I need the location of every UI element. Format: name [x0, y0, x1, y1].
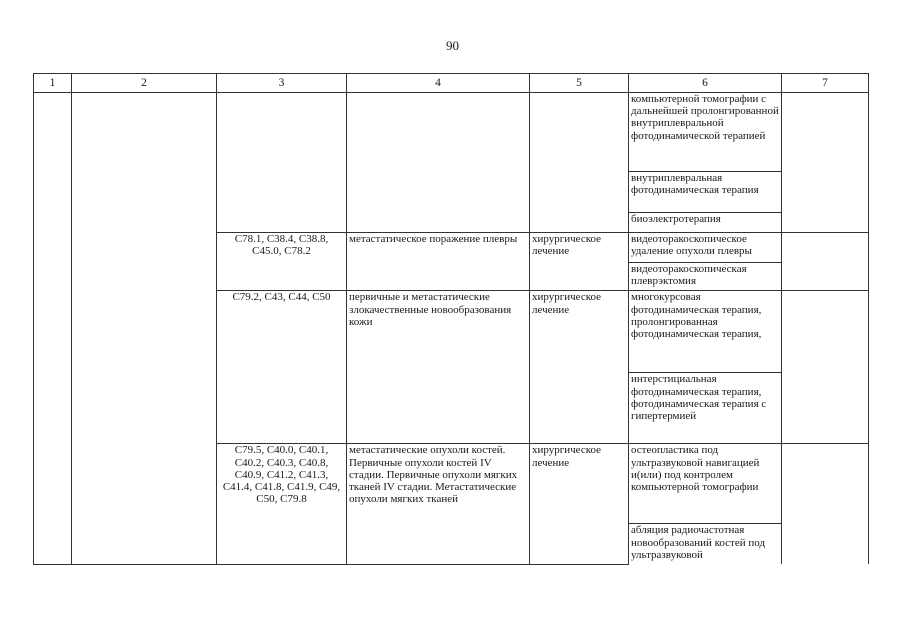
page-number: 90: [446, 38, 459, 53]
diagnosis-cell: метастатические опухоли костей. Первичные опухоли костей IV стадии. Первичные опухоли мягких тканей IV стадии. Метастатические опухоли мягких тканей: [347, 444, 530, 565]
method-cell: видеоторакоскопическое удаление опухоли плевры: [629, 233, 782, 263]
header-col-2: 2: [72, 74, 217, 93]
col4-cell: [347, 93, 530, 233]
method-cell: компьютерной томографии с дальнейшей пролонгированной внутриплевральной фотодинамической терапией: [629, 93, 782, 172]
header-col-7: 7: [782, 74, 869, 93]
icd-codes-cell: C79.2, C43, C44, C50: [217, 291, 347, 444]
col7-cell: [782, 291, 869, 444]
col7-cell: [782, 233, 869, 291]
method-cell: многокурсовая фотодинамическая терапия, пролонгированная фотодинамическая терапия,: [629, 291, 782, 373]
table-row: [34, 93, 869, 172]
header-col-5: 5: [530, 74, 629, 93]
method-cell: видеоторакоскопическая плеврэктомия: [629, 263, 782, 291]
header-col-6: 6: [629, 74, 782, 93]
method-cell: биоэлектротерапия: [629, 213, 782, 233]
col7-cell: [782, 93, 869, 233]
method-cell: внутриплевральная фотодинамическая терапия: [629, 172, 782, 213]
method-cell: остеопластика под ультразвуковой навигацией и(или) под контролем компьютерной томографии: [629, 444, 782, 524]
header-row: [34, 74, 869, 93]
icd-codes-cell: C79.5, C40.0, C40.1, C40.2, C40.3, C40.8, C40.9, C41.2, C41.3, C41.4, C41.8, C41.9, C49, C50, C79.8: [217, 444, 347, 565]
medical-services-table: [33, 73, 869, 565]
icd-codes-cell: C78.1, C38.4, C38.8, C45.0, C78.2: [217, 233, 347, 291]
method-cell: интерстициальная фотодинамическая терапия, фотодинамическая терапия с гипертермией: [629, 373, 782, 444]
col7-cell: [782, 444, 869, 565]
method-cell: абляция радиочастотная новообразований костей под ультразвуковой: [629, 524, 782, 565]
header-col-1: 1: [34, 74, 72, 93]
col2-cell: [72, 93, 217, 565]
diagnosis-cell: первичные и метастатические злокачественные новообразования кожи: [347, 291, 530, 444]
col3-cell: [217, 93, 347, 233]
header-col-4: 4: [347, 74, 530, 93]
header-col-3: 3: [217, 74, 347, 93]
col5-cell: [530, 93, 629, 233]
treatment-type-cell: хирургическое лечение: [530, 291, 629, 444]
treatment-type-cell: хирургическое лечение: [530, 444, 629, 565]
treatment-type-cell: хирургическое лечение: [530, 233, 629, 291]
diagnosis-cell: метастатическое поражение плевры: [347, 233, 530, 291]
col1-cell: [34, 93, 72, 565]
